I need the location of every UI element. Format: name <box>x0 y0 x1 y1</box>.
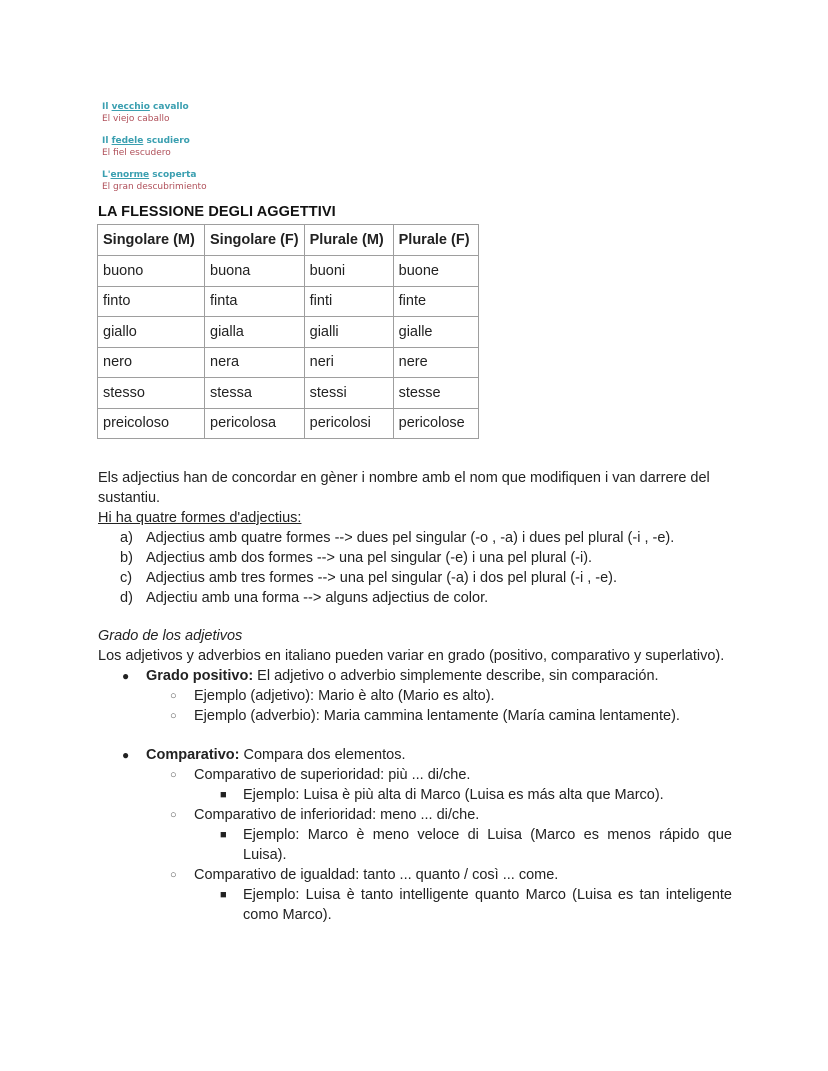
phrase-adjective: vecchio <box>111 102 150 112</box>
list-item-text: Adjectius amb dos formes --> una pel singular (-e) i una pel plural (-i). <box>146 550 593 566</box>
example-phrase <box>102 169 207 193</box>
comparative-type: Comparativo de superioridad: più ... di/che. <box>194 767 471 783</box>
example-text: Ejemplo: Marco è meno veloce di Luisa (Marco es menos rápido que Luisa). <box>243 827 732 863</box>
phrase-adjective: fedele <box>111 136 144 146</box>
list-item <box>98 686 732 706</box>
table-row <box>98 378 479 409</box>
example-phrases <box>102 101 207 203</box>
phrase-noun: cavallo <box>149 102 189 112</box>
phrase-noun: scudiero <box>143 136 190 146</box>
inflection-table <box>97 224 479 439</box>
table-cell: finti <box>304 286 393 317</box>
table-row <box>98 347 479 378</box>
bullet-icon: ● <box>122 669 130 683</box>
spanish-translation: El viejo caballo <box>102 114 170 124</box>
table-cell: pericolosi <box>304 408 393 439</box>
list-item <box>98 805 732 825</box>
comparative-type: Comparativo de inferioridad: meno ... di/che. <box>194 807 480 823</box>
table-row <box>98 317 479 348</box>
table-cell: buone <box>393 256 478 287</box>
table-cell: finta <box>205 286 305 317</box>
table-cell: nere <box>393 347 478 378</box>
list-item <box>98 588 732 608</box>
example-text: Ejemplo: Luisa è tanto intelligente quanto Marco (Luisa es tan inteligente como Marco). <box>243 887 732 923</box>
list-marker: a) <box>120 530 133 546</box>
bullet-icon: ● <box>122 748 130 762</box>
example-text: Ejemplo: Luisa è più alta di Marco (Luisa es más alta que Marco). <box>243 787 664 803</box>
table-cell: pericolose <box>393 408 478 439</box>
phrase-prefix: Il <box>102 136 112 146</box>
table-cell: buono <box>98 256 205 287</box>
table-cell: nera <box>205 347 305 378</box>
example-text: Ejemplo (adjetivo): Mario è alto (Mario es alto). <box>194 688 495 704</box>
table-cell: preicoloso <box>98 408 205 439</box>
list-item-text: Adjectius amb quatre formes --> dues pel singular (-o , -a) i dues pel plural (-i , -e). <box>146 530 675 546</box>
italian-phrase <box>102 101 207 113</box>
circle-bullet-icon: ○ <box>170 769 177 781</box>
square-bullet-icon: ■ <box>220 829 227 841</box>
list-item <box>98 865 732 885</box>
term-label: Grado positivo: <box>146 668 254 684</box>
table-cell: stessa <box>205 378 305 409</box>
list-item <box>98 528 732 548</box>
circle-bullet-icon: ○ <box>170 710 177 722</box>
table-cell: stesse <box>393 378 478 409</box>
table-cell: nero <box>98 347 205 378</box>
spanish-translation: El gran descubrimiento <box>102 182 207 192</box>
term-definition: Compara dos elementos. <box>239 747 406 763</box>
italian-phrase <box>102 135 207 147</box>
table-cell: pericolosa <box>205 408 305 439</box>
term-label: Comparativo: <box>146 747 240 763</box>
comparative-type: Comparativo de igualdad: tanto ... quanto / così ... come. <box>194 867 559 883</box>
italian-phrase <box>102 169 207 181</box>
table-header-row <box>98 225 479 256</box>
list-item <box>98 568 732 588</box>
phrase-prefix: L' <box>102 170 111 180</box>
spanish-translation: El fiel escudero <box>102 148 171 158</box>
table-row <box>98 256 479 287</box>
list-item <box>98 765 732 785</box>
list-item <box>98 706 732 726</box>
phrase-prefix: Il <box>102 102 112 112</box>
list-item <box>98 825 732 865</box>
table-cell: buoni <box>304 256 393 287</box>
table-row <box>98 408 479 439</box>
table-cell: finte <box>393 286 478 317</box>
circle-bullet-icon: ○ <box>170 869 177 881</box>
table-cell: finto <box>98 286 205 317</box>
table-header: Plurale (M) <box>304 225 393 256</box>
example-phrase <box>102 101 207 125</box>
example-phrase <box>102 135 207 159</box>
phrase-adjective: enorme <box>110 170 150 180</box>
list-marker: d) <box>120 590 133 606</box>
list-marker: b) <box>120 550 133 566</box>
agreement-section <box>98 468 732 608</box>
table-header: Singolare (F) <box>205 225 305 256</box>
list-item-text: Adjectius amb tres formes --> una pel singular (-a) i dos pel plural (-i , -e). <box>146 570 618 586</box>
list-item-text: Adjectiu amb una forma --> alguns adjectius de color. <box>146 590 489 606</box>
square-bullet-icon: ■ <box>220 889 227 901</box>
list-item <box>98 785 732 805</box>
table-cell: gialli <box>304 317 393 348</box>
table-cell: gialla <box>205 317 305 348</box>
phrase-noun: scoperta <box>149 170 197 180</box>
example-text: Ejemplo (adverbio): Maria cammina lentamente (María camina lentamente). <box>194 708 680 724</box>
list-item <box>98 666 732 686</box>
table-cell: stessi <box>304 378 393 409</box>
list-item <box>98 548 732 568</box>
section-title: LA FLESSIONE DEGLI AGGETTIVI <box>98 204 336 220</box>
table-cell: neri <box>304 347 393 378</box>
table-header: Singolare (M) <box>98 225 205 256</box>
table-cell: stesso <box>98 378 205 409</box>
grado-heading: Grado de los adjetivos <box>98 628 243 644</box>
table-cell: buona <box>205 256 305 287</box>
table-header: Plurale (F) <box>393 225 478 256</box>
circle-bullet-icon: ○ <box>170 809 177 821</box>
table-cell: gialle <box>393 317 478 348</box>
forms-heading: Hi ha quatre formes d'adjectius: <box>98 510 302 526</box>
table-cell: giallo <box>98 317 205 348</box>
list-item <box>98 745 732 765</box>
list-item <box>98 885 732 925</box>
spacer <box>98 726 732 745</box>
circle-bullet-icon: ○ <box>170 690 177 702</box>
grado-section <box>98 626 732 925</box>
forms-list <box>98 528 732 608</box>
list-marker: c) <box>120 570 133 586</box>
term-definition: El adjetivo o adverbio simplemente describe, sin comparación. <box>253 668 659 684</box>
table-row <box>98 286 479 317</box>
square-bullet-icon: ■ <box>220 789 227 801</box>
agreement-intro: Els adjectius han de concordar en gèner i nombre amb el nom que modifiquen i van darrere del sustantiu. <box>98 470 710 506</box>
grado-intro: Los adjetivos y adverbios en italiano pueden variar en grado (positivo, comparativo y superlativo). <box>98 648 725 664</box>
